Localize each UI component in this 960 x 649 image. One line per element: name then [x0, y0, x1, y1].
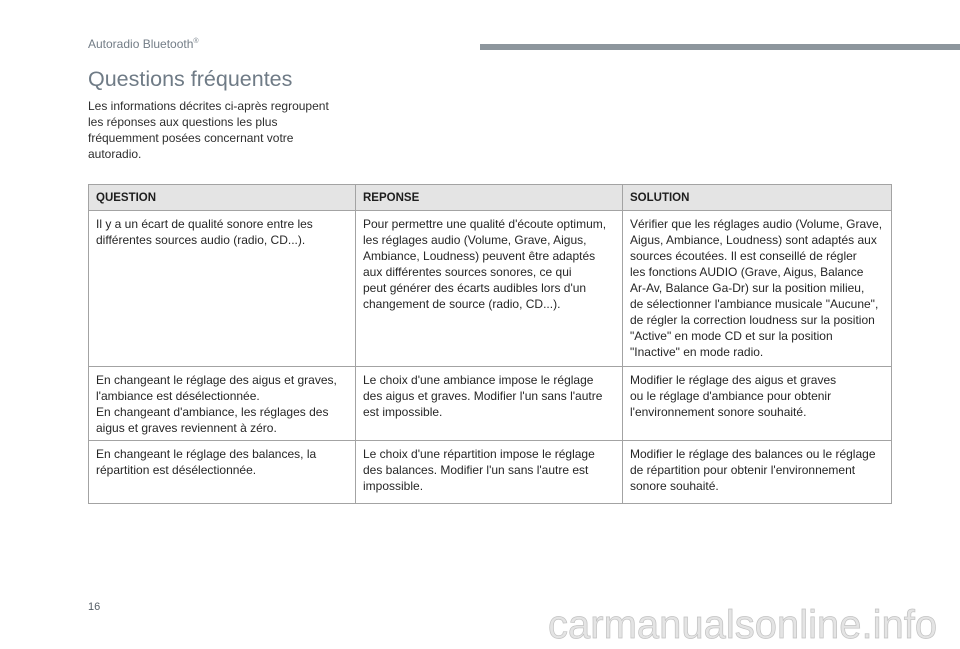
cell-reponse: Pour permettre une qualité d'écoute optimum, les réglages audio (Volume, Grave, Aigus, Ambiance, Loudness) peuvent être adaptés aux différentes sources sonores, ce qui peut générer des écarts audibles lors d'un changement de source (radio, CD...). — [356, 211, 623, 367]
running-header-text: Autoradio Bluetooth — [88, 37, 194, 51]
cell-reponse: Le choix d'une ambiance impose le réglage des aigus et graves. Modifier l'un sans l'autre est impossible. — [356, 367, 623, 441]
column-header-reponse: REPONSE — [356, 185, 623, 211]
table-row — [89, 211, 892, 367]
running-header — [88, 36, 199, 52]
registered-mark: ® — [193, 38, 199, 45]
cell-solution: Modifier le réglage des aigus et graves ou le réglage d'ambiance pour obtenir l'environnement sonore souhaité. — [623, 367, 892, 441]
table-row — [89, 367, 892, 441]
cell-question: Il y a un écart de qualité sonore entre les différentes sources audio (radio, CD...). — [89, 211, 356, 367]
cell-solution: Modifier le réglage des balances ou le réglage de répartition pour obtenir l'environnement sonore souhaité. — [623, 441, 892, 504]
column-header-solution: SOLUTION — [623, 185, 892, 211]
column-header-question: QUESTION — [89, 185, 356, 211]
cell-reponse: Le choix d'une répartition impose le réglage des balances. Modifier l'un sans l'autre est impossible. — [356, 441, 623, 504]
table-row — [89, 441, 892, 504]
table-header-row — [89, 185, 892, 211]
cell-question: En changeant le réglage des balances, la répartition est désélectionnée. — [89, 441, 356, 504]
intro-paragraph: Les informations décrites ci-après regroupent les réponses aux questions les plus fréquemment posées concernant votre autoradio. — [88, 99, 329, 161]
cell-solution: Vérifier que les réglages audio (Volume, Grave, Aigus, Ambiance, Loudness) sont adaptés aux sources écoutées. Il est conseillé de régler les fonctions AUDIO (Grave, Aigus, Balance Ar-Av, Balance Ga-Dr) sur la position milieu, de sélectionner l'ambiance musicale "Aucune", de régler la correction loudness sur la position "Active" en mode CD et sur la position "Inactive" en mode radio. — [623, 211, 892, 367]
page-title: Questions fréquentes — [88, 67, 293, 91]
faq-table — [88, 184, 892, 504]
page-number: 16 — [88, 601, 101, 613]
watermark: carmanualsonline.info — [548, 603, 938, 647]
header-rule-bar — [480, 44, 960, 50]
cell-question: En changeant le réglage des aigus et graves, l'ambiance est désélectionnée. En changeant d'ambiance, les réglages des aigus et graves reviennent à zéro. — [89, 367, 356, 441]
